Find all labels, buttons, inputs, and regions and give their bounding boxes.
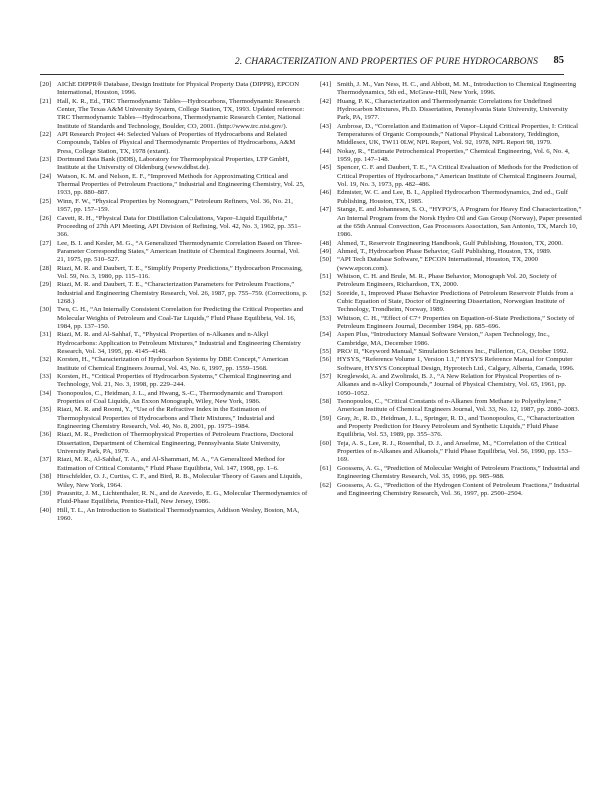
reference-text: Riazi, M. R. and Al-Sahhaf, T., “Physical Properties of n-Alkanes and n-Alkyl Hydrocarbons: Application to Petroleum Mixtures,” Industrial and Engineering Chemistry Research, Vol. 34, 1995, pp. 4145–4148.: [57, 331, 301, 355]
reference-number: [20]: [40, 81, 52, 88]
reference-item: [320, 398, 582, 415]
reference-item: [320, 465, 582, 482]
reference-item: [320, 189, 582, 206]
reference-number: [35]: [40, 406, 52, 414]
reference-text: Hill, T. L., An Introduction to Statistical Thermodynamics, Addison Wesley, Boston, MA, 1960.: [57, 506, 300, 522]
reference-item: [40, 240, 308, 265]
reference-item: [320, 373, 582, 398]
reference-item: [40, 173, 308, 198]
reference-text: HYSYS, “Reference Volume 1, Version 1.1,” HYSYS Reference Manual for Computer Software, HYSYS Conceptual Design, Hyprotech Ltd., Calgary, Alberta, Canada, 1996.: [337, 356, 575, 372]
reference-item: [40, 98, 308, 131]
running-header: [40, 52, 564, 75]
reference-text: Teja, A. S., Lee, R. J., Rosenthal, D. J., and Anselme, M., “Correlation of the Critical Properties of n-Alkanes and Alkanols,” Fluid Phase Equilibria, Vol. 56, 1990, pp. 153–169.: [337, 439, 572, 464]
reference-text: Gray, Jr., R. D., Heidman, J. L., Springer, R. D., and Tsonopoulos, C., “Characterization and Property Prediction for Heavy Petroleum and Synthetic Liquids,” Fluid Phase Equilibria, Vol. 53, 1989, pp. 355–376.: [337, 414, 575, 439]
reference-text: Prausnitz, J. M., Lichtenthaler, R. N., and de Azevedo, E. G., Molecular Thermodynamics of Fluid-Phase Equilibria, Prentice-Hall, New Jersey, 1986.: [57, 489, 308, 506]
reference-text: Watson, K. M. and Nelson, E. F., “Improved Methods for Approximating Critical and Thermal Properties of Petroleum Fractions,” Industrial and Engineering Chemistry, Vol. 25, 1933, pp. 880–887.: [57, 172, 305, 197]
reference-item: [40, 131, 308, 156]
reference-number: [62]: [320, 481, 332, 489]
reference-text: Nokay, R., “Estimate Petrochemical Properties,” Chemical Engineering, Vol. 6, No. 4, 1959, pp. 147–148.: [337, 147, 570, 164]
reference-text: Huang, P. K., Characterization and Thermodynamic Correlations for Undefined Hydrocarbon Mixtures, Ph.D. Dissertation, Pennsylvania State University, University Park, PA, 1977.: [337, 97, 568, 122]
reference-item: [320, 482, 582, 499]
reference-number: [24]: [40, 172, 52, 180]
reference-text: Soreide, I., Improved Phase Behavior Predictions of Petroleum Reservoir Fluids from a Cubic Equation of State, Doctor of Engineering Dissertation, Norwegian Institute of Technology, Trondheim, Norway, 1989.: [337, 289, 574, 314]
reference-item: [320, 81, 582, 98]
page-number: 85: [553, 55, 564, 66]
reference-text: Cavett, R. H., “Physical Data for Distillation Calculations, Vapor–Liquid Equilibria,” Proceeding of 27th API Meeting, API Division of Refining, Vol. 42, No. 3, 1962, pp. 351–366.: [57, 214, 302, 239]
reference-text: Ambrose, D., “Correlation and Estimation of Vapor–Liquid Critical Properties, I: Critical Temperatures of Organic Compounds,” National Physical Laboratory, Teddington, Middlesex, UK, TW11 0LW, NPL Report, Vol. 92, 1978, NPL Report 98, 1979.: [337, 122, 578, 147]
reference-number: [61]: [320, 464, 332, 472]
reference-number: [60]: [320, 439, 332, 447]
reference-text: Goossens, A. G., “Prediction of the Hydrogen Content of Petroleum Fractions,” Industrial and Engineering Chemistry Research, Vol. 36, 1997, pp. 2500–2504.: [337, 481, 580, 497]
reference-number: [45]: [320, 164, 332, 172]
reference-text: Spencer, C. F. and Daubert, T. E., “A Critical Evaluation of Methods for the Prediction of Critical Properties of Hydrocarbons,” American Institute of Chemical Engineers Journal, Vol. 19, No. 3, 1973, pp. 482–486.: [337, 164, 579, 189]
reference-text: “API Tech Database Software,” EPCON International, Houston, TX, 2000 (www.epcon.com).: [337, 256, 538, 272]
reference-item: [320, 415, 582, 440]
reference-item: [320, 290, 582, 315]
reference-number: [41]: [320, 81, 332, 88]
reference-item: [40, 198, 308, 215]
reference-item: [320, 206, 582, 239]
reference-item: [40, 507, 308, 524]
reference-number: [29]: [40, 281, 52, 289]
reference-number: [38]: [40, 473, 52, 481]
reference-item: [40, 156, 308, 173]
reference-text: Hirschfelder, O. J., Curtiss, C. F., and Bird, R. B., Molecular Theory of Gases and Liquids, Wiley, New York, 1964.: [57, 473, 303, 489]
reference-text: Twu, C. H., “An Internally Consistent Correlation for Predicting the Critical Properties and Molecular Weights of Petroleum and Coal-Tar Liquids,” Fluid Phase Equilibria, Vol. 16, 1984, pp. 137–150.: [57, 306, 304, 330]
reference-number: [55]: [320, 348, 332, 355]
reference-item: [320, 240, 582, 248]
reference-item: [320, 123, 582, 148]
reference-text: PRO/ II, “Keyword Manual,” Simulation Sciences Inc., Fullerton, CA, October 1992.: [337, 348, 569, 355]
reference-number: [40]: [40, 506, 52, 514]
reference-item: [40, 215, 308, 240]
reference-text: Korsten, H., “Critical Properties of Hydrocarbon Systems,” Chemical Engineering and Technology, Vol. 21, No. 3, 1998, pp. 229–244.: [57, 373, 292, 389]
reference-item: [40, 81, 308, 98]
reference-item: [320, 356, 582, 373]
reference-text: Hall, K. R., Ed., TRC Thermodynamic Tables—Hydrocarbons, Thermodynamic Research Center, The Texas A&M University System, College Station, TX, 1993. Updated reference: TRC Thermodynamic Tables—Hydrocarbons, Thermodynamic Research Center, National Institute of Standards and Technology, Boulder, CO, 2001. (http://www.trc.nist.gov/).: [57, 97, 305, 130]
reference-number: [43]: [320, 122, 332, 130]
reference-item: [320, 440, 582, 465]
reference-item: [40, 390, 308, 407]
reference-number: [22]: [40, 131, 52, 139]
reference-item: [40, 265, 308, 282]
reference-number: [33]: [40, 373, 52, 381]
reference-number: [46]: [320, 189, 332, 197]
reference-text: Kreglewski, A. and Zwolinski, B. J., “A New Relation for Physical Properties of n-Alkanes and n-Alkyl Compounds,” Journal of Physical Chemistry, Vol. 65, 1961, pp. 1050–1052.: [337, 373, 567, 397]
reference-item: [320, 273, 582, 290]
reference-text: Dortmund Data Bank (DDB), Laboratory for Thermophysical Properties, LTP GmbH, Institute at the University of Oldenburg (www.ddbst.de).: [57, 156, 290, 172]
reference-number: [32]: [40, 356, 52, 364]
reference-number: [54]: [320, 331, 332, 339]
reference-item: [320, 315, 582, 332]
reference-item: [40, 456, 308, 473]
reference-number: [47]: [320, 206, 332, 214]
reference-number: [36]: [40, 431, 52, 439]
reference-number: [27]: [40, 239, 52, 247]
reference-number: [59]: [320, 414, 332, 422]
reference-number: [52]: [320, 289, 332, 297]
reference-item: [40, 473, 308, 490]
reference-text: Edmister, W. C. and Lee, B. I., Applied Hydrocarbon Thermodynamics, 2nd ed., Gulf Publishing, Houston, TX, 1985.: [337, 189, 568, 205]
reference-number: [30]: [40, 306, 52, 314]
reference-text: Aspen Plus, “Introductory Manual Software Version,” Aspen Technology, Inc., Cambridge, MA, December 1986.: [337, 331, 550, 347]
reference-number: [49]: [320, 247, 332, 255]
reference-item: [320, 256, 582, 273]
reference-item: [320, 248, 582, 256]
reference-text: Korsten, H., “Characterization of Hydrocarbon Systems by DBE Concept,” American Institute of Chemical Engineers Journal, Vol. 43, No. 6, 1997, pp. 1559–1568.: [57, 356, 289, 372]
reference-text: Tsonopoulos, C., Heidman, J. L., and Hwang, S.-C., Thermodynamic and Transport Properties of Coal Liquids, An Exxon Monograph, Wiley, New York, 1986.: [57, 389, 283, 406]
reference-item: [320, 348, 582, 356]
reference-item: [40, 306, 308, 331]
reference-number: [28]: [40, 264, 52, 272]
reference-number: [39]: [40, 489, 52, 497]
reference-item: [320, 164, 582, 189]
reference-item: [40, 406, 308, 431]
reference-item: [40, 431, 308, 456]
reference-text: AIChE DIPPR® Database, Design Institute for Physical Property Data (DIPPR), EPCON International, Houston, 1996.: [57, 81, 300, 97]
reference-text: Lee, B. I. and Kesler, M. G., “A Generalized Thermodynamic Correlation Based on Three- Parameter Corresponding States,” American Institute of Chemical Engineers Journal, Vol. 21, 1975, pp. 510–527.: [57, 239, 303, 264]
reference-item: [320, 98, 582, 123]
reference-item: [40, 490, 308, 507]
reference-item: [40, 281, 308, 306]
reference-number: [21]: [40, 97, 52, 105]
reference-number: [57]: [320, 373, 332, 381]
left-reference-column: [40, 81, 308, 523]
reference-number: [44]: [320, 147, 332, 155]
reference-text: Riazi, M. R., Al-Sahhaf, T. A., and Al-Shammari, M. A., “A Generalized Method for Estimation of Critical Constants,” Fluid Phase Equilibria, Vol. 147, 1998, pp. 1–6.: [57, 456, 285, 472]
reference-text: Smith, J. M., Van Ness, H. C., and Abbott, M. M., Introduction to Chemical Engineering Thermodynamics, 5th ed., McGraw-Hill, New York, 1996.: [337, 81, 577, 97]
reference-text: Whitson, C. H., “Effect of C7+ Properties on Equation-of-State Predictions,” Society of Petroleum Engineers Journal, December 1984, pp. 685–696.: [337, 314, 575, 330]
reference-text: Winn, F. W., “Physical Properties by Nomogram,” Petroleum Refiners, Vol. 36, No. 21, 1957, pp. 157–159.: [57, 197, 293, 214]
reference-number: [31]: [40, 331, 52, 339]
chapter-title: 2. CHARACTERIZATION AND PROPERTIES OF PURE HYDROCARBONS: [234, 56, 538, 67]
reference-text: API Research Project 44: Selected Values of Properties of Hydrocarbons and Related Compounds, Tables of Physical and Thermodynamic Properties of Hydrocarbons, A&M Press, College Station, TX, 1978 (extant).: [57, 131, 296, 155]
reference-number: [51]: [320, 272, 332, 280]
reference-text: Riazi, M. R. and Daubert, T. E., “Characterization Parameters for Petroleum Fractions,” Industrial and Engineering Chemistry Research, Vol. 26, 1987, pp. 755–759. (Corrections, p. 1268.): [57, 281, 308, 305]
reference-number: [25]: [40, 197, 52, 205]
reference-text: Riazi, M. R. and Daubert, T. E., “Simplify Property Predictions,” Hydrocarbon Processing, Vol. 59, No. 3, 1980, pp. 115–116.: [57, 264, 303, 280]
right-reference-column: [320, 81, 582, 498]
reference-number: [58]: [320, 398, 332, 406]
reference-number: [53]: [320, 314, 332, 322]
reference-text: Tsonopoulos, C., “Critical Constants of n-Alkanes from Methane to Polyethylene,” American Institute of Chemical Engineers Journal, Vol. 33, No. 12, 1987, pp. 2080–2083.: [337, 398, 580, 414]
reference-text: Riazi, M. R., Prediction of Thermophysical Properties of Petroleum Fractions, Doctoral Dissertation, Department of Chemical Engineering, Pennsylvania State University, University Park, PA, 1979.: [57, 431, 294, 456]
reference-number: [23]: [40, 156, 52, 164]
reference-text: Ahmed, T., Hydrocarbon Phase Behavior, Gulf Publishing, Houston, TX, 1989.: [337, 247, 552, 255]
reference-number: [50]: [320, 256, 332, 264]
reference-number: [48]: [320, 239, 332, 247]
reference-item: [320, 331, 582, 348]
reference-number: [26]: [40, 214, 52, 222]
reference-item: [40, 331, 308, 356]
reference-item: [320, 148, 582, 165]
reference-text: Whitson, C. H. and Brule, M. R., Phase Behavior, Monograph Vol. 20, Society of Petroleum Engineers, Richardson, TX, 2000.: [337, 272, 557, 289]
reference-text: Goossens, A. G., “Prediction of Molecular Weight of Petroleum Fractions,” Industrial and Engineering Chemistry Research, Vol. 35, 1996, pp. 985–988.: [337, 464, 580, 481]
reference-item: [40, 356, 308, 373]
reference-text: Stange, E. and Johannesen, S. O., “HYPO’S, A Program for Heavy End Characterization,” An Internal Program from the Norsk Hydro Oil and Gas Group (Norway), Paper presented at the 65th Annual Convection, Gas Processors Association, San Antonio, TX, March 10, 1986.: [337, 206, 582, 239]
reference-number: [42]: [320, 97, 332, 105]
reference-number: [37]: [40, 456, 52, 464]
reference-number: [56]: [320, 356, 332, 364]
reference-text: Riazi, M. R. and Roomi, Y., “Use of the Refractive Index in the Estimation of Thermophysical Properties of Hydrocarbons and Their Mixtures,” Industrial and Engineering Chemistry Research, Vol. 40, No. 8, 2001, pp. 1975–1984.: [57, 406, 275, 431]
reference-number: [34]: [40, 389, 52, 397]
reference-item: [40, 373, 308, 390]
reference-text: Ahmed, T., Reservoir Engineering Handbook, Gulf Publishing, Houston, TX, 2000.: [337, 239, 563, 247]
